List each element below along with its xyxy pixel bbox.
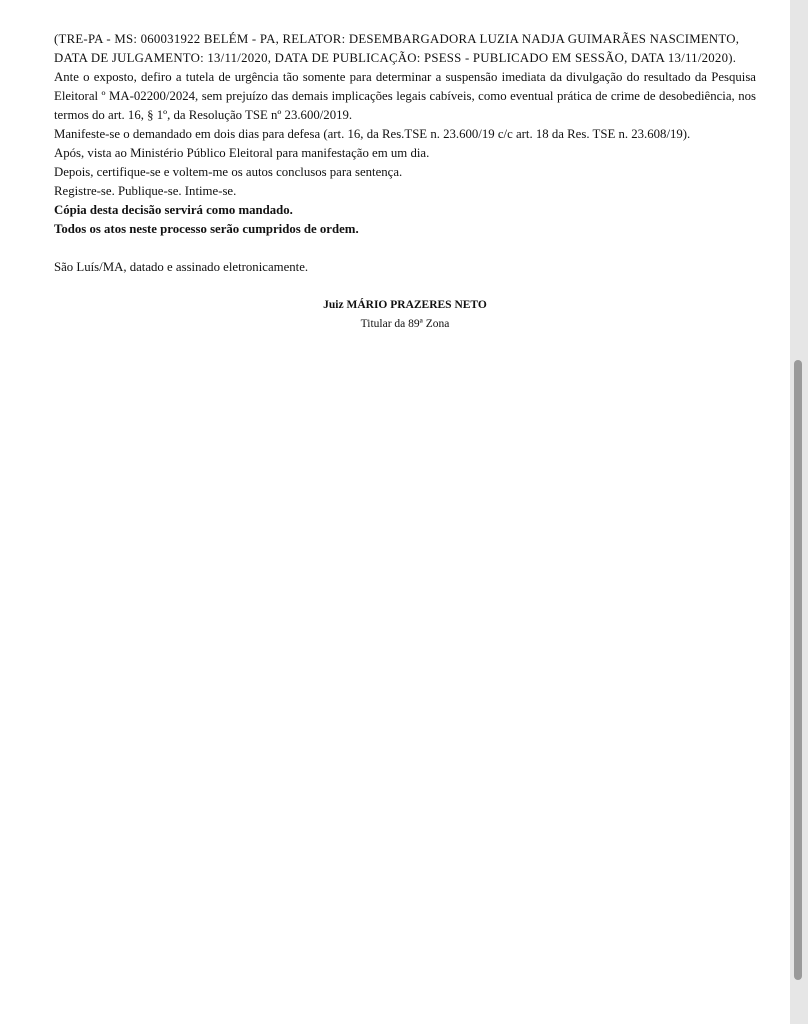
scrollbar-thumb[interactable] <box>794 360 802 980</box>
bold-mandate: Cópia desta decisão servirá como mandado. <box>54 203 293 217</box>
paragraph-mp: Após, vista ao Ministério Público Eleitoral para manifestação em um dia. <box>54 146 430 160</box>
place-date: São Luís/MA, datado e assinado eletronicamente. <box>54 260 309 274</box>
spacer <box>54 239 756 258</box>
signature-role: Titular da 89ª Zona <box>360 318 450 330</box>
signature-name: Juiz MÁRIO PRAZERES NETO <box>323 299 487 311</box>
document-body <box>54 30 756 277</box>
paragraph-ruling: Ante o exposto, defiro a tutela de urgência tão somente para determinar a suspensão imediata da divulgação do resultado da Pesquisa Eleitoral º MA-02200/2024, sem prejuízo das demais implicações legais cabíveis, como eventual prática de crime de desobediência, nos termos do art. 16, § 1º, da Resolução TSE nº 23.600/2019. <box>54 70 756 122</box>
bold-order: Todos os atos neste processo serão cumpridos de ordem. <box>54 222 359 236</box>
paragraph-register: Registre-se. Publique-se. Intime-se. <box>54 184 237 198</box>
citation-line-1: (TRE-PA - MS: 060031922 BELÉM - PA, RELATOR: DESEMBARGADORA LUZIA NADJA GUIMARÃES NASCIMENTO, <box>54 32 740 46</box>
paragraph-certify: Depois, certifique-se e voltem-me os autos conclusos para sentença. <box>54 165 403 179</box>
citation-line-2: DATA DE JULGAMENTO: 13/11/2020, DATA DE PUBLICAÇÃO: PSESS - PUBLICADO EM SESSÃO, DATA 13/11/2020). <box>54 51 737 65</box>
signature-block <box>54 296 756 334</box>
paragraph-defense: Manifeste-se o demandado em dois dias para defesa (art. 16, da Res.TSE n. 23.600/19 c/c art. 18 da Res. TSE n. 23.608/19). <box>54 127 691 141</box>
